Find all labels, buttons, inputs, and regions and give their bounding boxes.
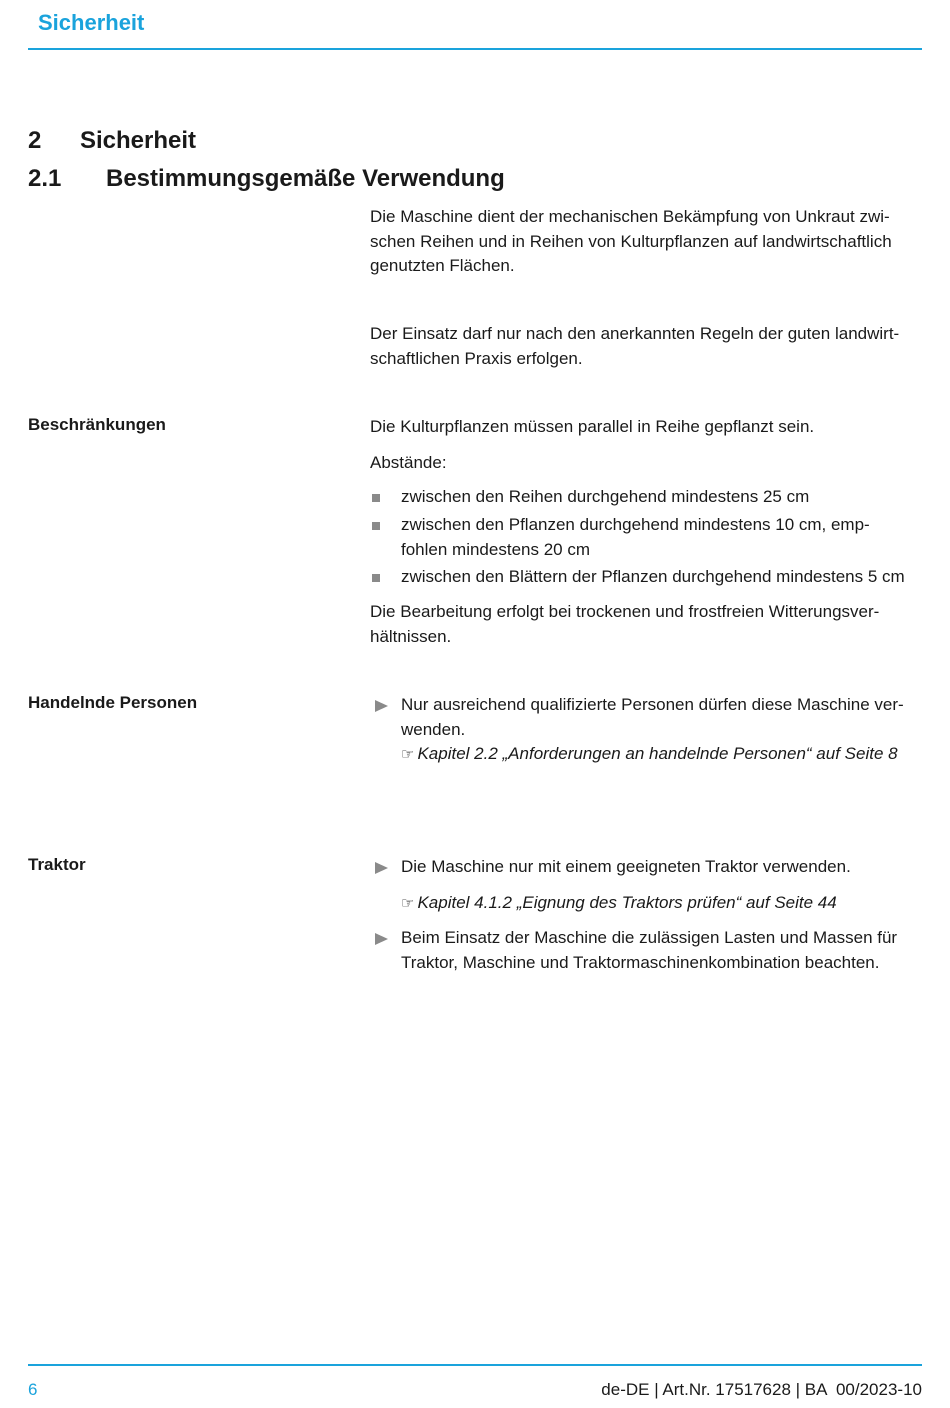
intro-paragraph-2: Der Einsatz darf nur nach den anerkannten Regeln der guten landwirt- schaftlichen Praxis erfolgen. [370, 324, 900, 368]
header-rule [28, 48, 922, 50]
restrictions-text-3: Die Bearbeitung erfolgt bei trockenen und frostfreien Witterungsver- hältnissen. [370, 602, 880, 646]
tractor-label: Traktor [28, 855, 86, 874]
footer-document-info: de-DE | Art.Nr. 17517628 | BA 00/2023-10 [601, 1380, 922, 1399]
list-item: zwischen den Pflanzen durchgehend mindestens 10 cm, emp- fohlen mindestens 20 cm [370, 513, 920, 562]
square-bullet-icon [372, 574, 380, 582]
operators-action: Nur ausreichend qualifizierte Personen dürfen diese Maschine ver- wenden. [370, 693, 920, 742]
square-bullet-icon [372, 522, 380, 530]
restrictions-text-1: Die Kulturpflanzen müssen parallel in Reihe gepflanzt sein. [370, 417, 815, 436]
triangle-arrow-icon [375, 700, 388, 712]
chapter-title: Sicherheit [80, 127, 197, 154]
tractor-xref-link[interactable]: ☞ Kapitel 4.1.2 „Eignung des Traktors prüfen“ auf Seite 44 [401, 893, 837, 912]
section-number: 2.1 [28, 165, 62, 192]
page-number: 6 [28, 1380, 38, 1399]
restrictions-label: Beschränkungen [28, 415, 166, 434]
list-item: zwischen den Blättern der Pflanzen durchgehend mindestens 5 cm [370, 565, 920, 590]
section-heading [28, 165, 505, 193]
triangle-arrow-icon [375, 933, 388, 945]
operators-label: Handelnde Personen [28, 693, 198, 712]
running-head-title: Sicherheit [38, 10, 145, 35]
section-title: Bestimmungsgemäße Verwendung [106, 165, 505, 192]
operators-xref-link[interactable]: ☞ Kapitel 2.2 „Anforderungen an handelnde Personen“ auf Seite 8 [401, 744, 898, 763]
restrictions-text-2: Abstände: [370, 453, 447, 472]
footer-rule [28, 1364, 922, 1366]
intro-paragraph-1: Die Maschine dient der mechanischen Bekämpfung von Unkraut zwi- schen Reihen und in Reihen von Kulturpflanzen auf landwirtschaftlich genutzten Flächen. [370, 207, 892, 275]
pointing-hand-icon: ☞ [401, 746, 415, 763]
tractor-action-2: Beim Einsatz der Maschine die zulässigen Lasten und Massen für Traktor, Maschine und Traktormaschinenkombination beachten. [370, 926, 920, 975]
chapter-number: 2 [28, 127, 42, 154]
tractor-action-1: Die Maschine nur mit einem geeigneten Traktor verwenden. [370, 855, 920, 880]
list-item: zwischen den Reihen durchgehend mindestens 25 cm [370, 485, 920, 510]
chapter-heading [28, 127, 196, 155]
square-bullet-icon [372, 494, 380, 502]
triangle-arrow-icon [375, 862, 388, 874]
pointing-hand-icon: ☞ [401, 895, 415, 912]
